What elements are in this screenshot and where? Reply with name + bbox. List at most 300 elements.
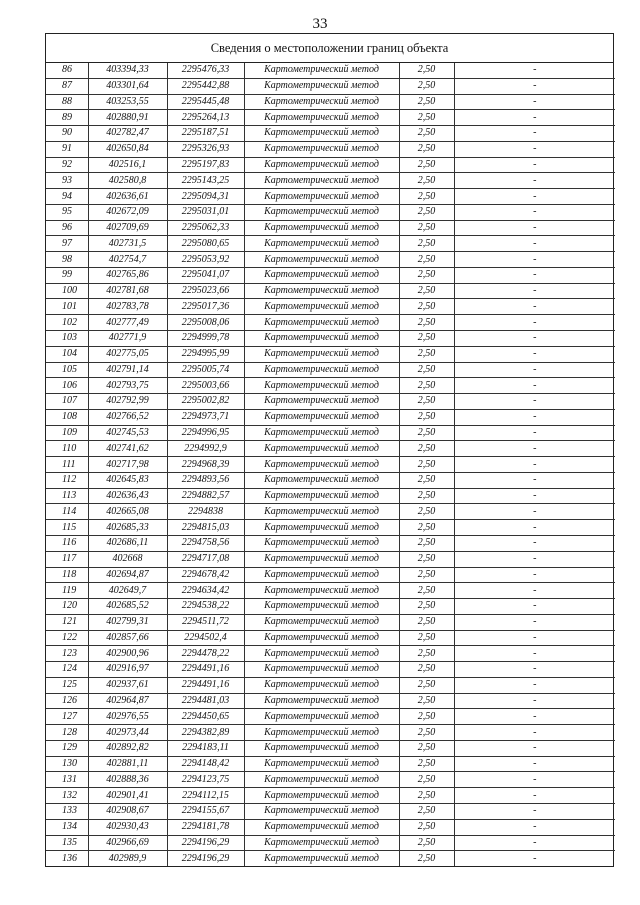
accuracy-cell: 2,50 (399, 315, 454, 331)
y-coordinate-cell: 2295062,33 (167, 220, 244, 236)
x-coordinate-cell: 402685,33 (88, 520, 167, 536)
accuracy-cell: 2,50 (399, 693, 454, 709)
method-cell: Картометрический метод (244, 740, 399, 756)
y-coordinate-cell: 2294382,89 (167, 725, 244, 741)
x-coordinate-cell: 402650,84 (88, 141, 167, 157)
note-cell: - (454, 315, 615, 331)
accuracy-cell: 2,50 (399, 110, 454, 126)
x-coordinate-cell: 402668 (88, 551, 167, 567)
point-number-cell: 89 (46, 110, 88, 126)
method-cell: Картометрический метод (244, 614, 399, 630)
point-number-cell: 102 (46, 315, 88, 331)
table-row (46, 819, 615, 835)
accuracy-cell: 2,50 (399, 614, 454, 630)
x-coordinate-cell: 402766,52 (88, 409, 167, 425)
coordinates-table (46, 63, 615, 866)
note-cell: - (454, 835, 615, 851)
y-coordinate-cell: 2294196,29 (167, 835, 244, 851)
table-row (46, 756, 615, 772)
table-row (46, 583, 615, 599)
note-cell: - (454, 457, 615, 473)
y-coordinate-cell: 2295442,88 (167, 78, 244, 94)
x-coordinate-cell: 402888,36 (88, 772, 167, 788)
point-number-cell: 100 (46, 283, 88, 299)
table-row (46, 599, 615, 615)
x-coordinate-cell: 402908,67 (88, 803, 167, 819)
method-cell: Картометрический метод (244, 788, 399, 804)
accuracy-cell: 2,50 (399, 504, 454, 520)
y-coordinate-cell: 2295031,01 (167, 204, 244, 220)
x-coordinate-cell: 402765,86 (88, 267, 167, 283)
x-coordinate-cell: 402649,7 (88, 583, 167, 599)
table-row (46, 126, 615, 142)
note-cell: - (454, 520, 615, 536)
x-coordinate-cell: 402686,11 (88, 535, 167, 551)
accuracy-cell: 2,50 (399, 204, 454, 220)
note-cell: - (454, 78, 615, 94)
table-row (46, 394, 615, 410)
method-cell: Картометрический метод (244, 425, 399, 441)
accuracy-cell: 2,50 (399, 630, 454, 646)
x-coordinate-cell: 402783,78 (88, 299, 167, 315)
x-coordinate-cell: 402636,43 (88, 488, 167, 504)
note-cell: - (454, 551, 615, 567)
method-cell: Картометрический метод (244, 394, 399, 410)
table-row (46, 662, 615, 678)
x-coordinate-cell: 402937,61 (88, 677, 167, 693)
accuracy-cell: 2,50 (399, 567, 454, 583)
table-row (46, 204, 615, 220)
method-cell: Картометрический метод (244, 110, 399, 126)
x-coordinate-cell: 402580,8 (88, 173, 167, 189)
accuracy-cell: 2,50 (399, 283, 454, 299)
method-cell: Картометрический метод (244, 599, 399, 615)
point-number-cell: 112 (46, 472, 88, 488)
y-coordinate-cell: 2294758,56 (167, 535, 244, 551)
x-coordinate-cell: 402782,47 (88, 126, 167, 142)
y-coordinate-cell: 2294995,99 (167, 346, 244, 362)
method-cell: Картометрический метод (244, 851, 399, 866)
y-coordinate-cell: 2295264,13 (167, 110, 244, 126)
y-coordinate-cell: 2294634,42 (167, 583, 244, 599)
x-coordinate-cell: 402989,9 (88, 851, 167, 866)
table-row (46, 488, 615, 504)
table-row (46, 535, 615, 551)
point-number-cell: 116 (46, 535, 88, 551)
x-coordinate-cell: 402892,82 (88, 740, 167, 756)
y-coordinate-cell: 2294996,95 (167, 425, 244, 441)
y-coordinate-cell: 2295002,82 (167, 394, 244, 410)
note-cell: - (454, 141, 615, 157)
method-cell: Картометрический метод (244, 535, 399, 551)
accuracy-cell: 2,50 (399, 677, 454, 693)
method-cell: Картометрический метод (244, 677, 399, 693)
note-cell: - (454, 725, 615, 741)
y-coordinate-cell: 2294511,72 (167, 614, 244, 630)
table-row (46, 457, 615, 473)
accuracy-cell: 2,50 (399, 94, 454, 110)
method-cell: Картометрический метод (244, 819, 399, 835)
y-coordinate-cell: 2295143,25 (167, 173, 244, 189)
table-row (46, 220, 615, 236)
x-coordinate-cell: 402964,87 (88, 693, 167, 709)
y-coordinate-cell: 2295326,93 (167, 141, 244, 157)
boundary-table-sheet (45, 33, 614, 867)
table-row (46, 772, 615, 788)
note-cell: - (454, 157, 615, 173)
method-cell: Картометрический метод (244, 772, 399, 788)
x-coordinate-cell: 402717,98 (88, 457, 167, 473)
table-row (46, 441, 615, 457)
note-cell: - (454, 409, 615, 425)
table-row (46, 252, 615, 268)
accuracy-cell: 2,50 (399, 662, 454, 678)
table-row (46, 283, 615, 299)
y-coordinate-cell: 2294181,78 (167, 819, 244, 835)
point-number-cell: 94 (46, 189, 88, 205)
x-coordinate-cell: 402930,43 (88, 819, 167, 835)
accuracy-cell: 2,50 (399, 378, 454, 394)
method-cell: Картометрический метод (244, 630, 399, 646)
y-coordinate-cell: 2295053,92 (167, 252, 244, 268)
x-coordinate-cell: 402672,09 (88, 204, 167, 220)
x-coordinate-cell: 402901,41 (88, 788, 167, 804)
accuracy-cell: 2,50 (399, 267, 454, 283)
x-coordinate-cell: 402793,75 (88, 378, 167, 394)
accuracy-cell: 2,50 (399, 646, 454, 662)
table-row (46, 472, 615, 488)
table-row (46, 378, 615, 394)
point-number-cell: 134 (46, 819, 88, 835)
accuracy-cell: 2,50 (399, 409, 454, 425)
x-coordinate-cell: 402792,99 (88, 394, 167, 410)
method-cell: Картометрический метод (244, 78, 399, 94)
accuracy-cell: 2,50 (399, 756, 454, 772)
note-cell: - (454, 189, 615, 205)
point-number-cell: 107 (46, 394, 88, 410)
accuracy-cell: 2,50 (399, 788, 454, 804)
note-cell: - (454, 630, 615, 646)
table-row (46, 141, 615, 157)
note-cell: - (454, 378, 615, 394)
x-coordinate-cell: 403394,33 (88, 63, 167, 78)
point-number-cell: 104 (46, 346, 88, 362)
method-cell: Картометрический метод (244, 362, 399, 378)
note-cell: - (454, 488, 615, 504)
note-cell: - (454, 204, 615, 220)
method-cell: Картометрический метод (244, 283, 399, 299)
table-row (46, 110, 615, 126)
accuracy-cell: 2,50 (399, 157, 454, 173)
x-coordinate-cell: 402771,9 (88, 331, 167, 347)
point-number-cell: 101 (46, 299, 88, 315)
x-coordinate-cell: 402516,1 (88, 157, 167, 173)
note-cell: - (454, 614, 615, 630)
table-row (46, 788, 615, 804)
y-coordinate-cell: 2294148,42 (167, 756, 244, 772)
point-number-cell: 136 (46, 851, 88, 866)
accuracy-cell: 2,50 (399, 457, 454, 473)
accuracy-cell: 2,50 (399, 441, 454, 457)
accuracy-cell: 2,50 (399, 331, 454, 347)
table-row (46, 677, 615, 693)
x-coordinate-cell: 402775,05 (88, 346, 167, 362)
table-row (46, 346, 615, 362)
x-coordinate-cell: 402880,91 (88, 110, 167, 126)
x-coordinate-cell: 402777,49 (88, 315, 167, 331)
method-cell: Картометрический метод (244, 141, 399, 157)
note-cell: - (454, 425, 615, 441)
accuracy-cell: 2,50 (399, 189, 454, 205)
note-cell: - (454, 693, 615, 709)
y-coordinate-cell: 2294183,11 (167, 740, 244, 756)
y-coordinate-cell: 2294992,9 (167, 441, 244, 457)
method-cell: Картометрический метод (244, 725, 399, 741)
method-cell: Картометрический метод (244, 457, 399, 473)
method-cell: Картометрический метод (244, 220, 399, 236)
accuracy-cell: 2,50 (399, 346, 454, 362)
table-row (46, 189, 615, 205)
x-coordinate-cell: 402781,68 (88, 283, 167, 299)
point-number-cell: 117 (46, 551, 88, 567)
method-cell: Картометрический метод (244, 803, 399, 819)
point-number-cell: 97 (46, 236, 88, 252)
method-cell: Картометрический метод (244, 520, 399, 536)
point-number-cell: 132 (46, 788, 88, 804)
x-coordinate-cell: 402973,44 (88, 725, 167, 741)
x-coordinate-cell: 402754,7 (88, 252, 167, 268)
method-cell: Картометрический метод (244, 252, 399, 268)
point-number-cell: 105 (46, 362, 88, 378)
table-row (46, 614, 615, 630)
table-row (46, 740, 615, 756)
point-number-cell: 96 (46, 220, 88, 236)
y-coordinate-cell: 2294815,03 (167, 520, 244, 536)
point-number-cell: 122 (46, 630, 88, 646)
x-coordinate-cell: 402731,5 (88, 236, 167, 252)
method-cell: Картометрический метод (244, 504, 399, 520)
table-row (46, 425, 615, 441)
accuracy-cell: 2,50 (399, 236, 454, 252)
note-cell: - (454, 94, 615, 110)
x-coordinate-cell: 402976,55 (88, 709, 167, 725)
table-row (46, 567, 615, 583)
accuracy-cell: 2,50 (399, 126, 454, 142)
method-cell: Картометрический метод (244, 488, 399, 504)
point-number-cell: 108 (46, 409, 88, 425)
x-coordinate-cell: 402857,66 (88, 630, 167, 646)
accuracy-cell: 2,50 (399, 63, 454, 78)
note-cell: - (454, 472, 615, 488)
note-cell: - (454, 220, 615, 236)
note-cell: - (454, 63, 615, 78)
table-row (46, 94, 615, 110)
note-cell: - (454, 599, 615, 615)
y-coordinate-cell: 2295017,36 (167, 299, 244, 315)
x-coordinate-cell: 402900,96 (88, 646, 167, 662)
y-coordinate-cell: 2294123,75 (167, 772, 244, 788)
y-coordinate-cell: 2295008,06 (167, 315, 244, 331)
table-row (46, 331, 615, 347)
note-cell: - (454, 236, 615, 252)
x-coordinate-cell: 402881,11 (88, 756, 167, 772)
note-cell: - (454, 583, 615, 599)
accuracy-cell: 2,50 (399, 472, 454, 488)
table-row (46, 315, 615, 331)
note-cell: - (454, 331, 615, 347)
accuracy-cell: 2,50 (399, 819, 454, 835)
coordinates-table-body (46, 63, 615, 866)
method-cell: Картометрический метод (244, 756, 399, 772)
note-cell: - (454, 504, 615, 520)
note-cell: - (454, 126, 615, 142)
x-coordinate-cell: 402694,87 (88, 567, 167, 583)
x-coordinate-cell: 402665,08 (88, 504, 167, 520)
y-coordinate-cell: 2294678,42 (167, 567, 244, 583)
point-number-cell: 87 (46, 78, 88, 94)
table-row (46, 157, 615, 173)
method-cell: Картометрический метод (244, 472, 399, 488)
y-coordinate-cell: 2295187,51 (167, 126, 244, 142)
table-row (46, 725, 615, 741)
accuracy-cell: 2,50 (399, 803, 454, 819)
table-row (46, 520, 615, 536)
y-coordinate-cell: 2295041,07 (167, 267, 244, 283)
method-cell: Картометрический метод (244, 646, 399, 662)
note-cell: - (454, 394, 615, 410)
method-cell: Картометрический метод (244, 63, 399, 78)
table-row (46, 409, 615, 425)
table-row (46, 63, 615, 78)
y-coordinate-cell: 2295094,31 (167, 189, 244, 205)
point-number-cell: 86 (46, 63, 88, 78)
point-number-cell: 92 (46, 157, 88, 173)
point-number-cell: 103 (46, 331, 88, 347)
table-row (46, 646, 615, 662)
accuracy-cell: 2,50 (399, 725, 454, 741)
accuracy-cell: 2,50 (399, 299, 454, 315)
point-number-cell: 118 (46, 567, 88, 583)
y-coordinate-cell: 2295445,48 (167, 94, 244, 110)
accuracy-cell: 2,50 (399, 488, 454, 504)
point-number-cell: 109 (46, 425, 88, 441)
y-coordinate-cell: 2294450,65 (167, 709, 244, 725)
note-cell: - (454, 772, 615, 788)
method-cell: Картометрический метод (244, 346, 399, 362)
table-row (46, 851, 615, 866)
table-row (46, 630, 615, 646)
x-coordinate-cell: 402636,61 (88, 189, 167, 205)
method-cell: Картометрический метод (244, 409, 399, 425)
point-number-cell: 91 (46, 141, 88, 157)
table-row (46, 236, 615, 252)
note-cell: - (454, 283, 615, 299)
accuracy-cell: 2,50 (399, 173, 454, 189)
method-cell: Картометрический метод (244, 173, 399, 189)
x-coordinate-cell: 402709,69 (88, 220, 167, 236)
y-coordinate-cell: 2294893,56 (167, 472, 244, 488)
y-coordinate-cell: 2294478,22 (167, 646, 244, 662)
note-cell: - (454, 299, 615, 315)
y-coordinate-cell: 2294502,4 (167, 630, 244, 646)
y-coordinate-cell: 2295003,66 (167, 378, 244, 394)
method-cell: Картометрический метод (244, 331, 399, 347)
accuracy-cell: 2,50 (399, 772, 454, 788)
method-cell: Картометрический метод (244, 126, 399, 142)
table-row (46, 173, 615, 189)
point-number-cell: 114 (46, 504, 88, 520)
point-number-cell: 124 (46, 662, 88, 678)
y-coordinate-cell: 2294481,03 (167, 693, 244, 709)
point-number-cell: 106 (46, 378, 88, 394)
table-row (46, 267, 615, 283)
method-cell: Картометрический метод (244, 267, 399, 283)
method-cell: Картометрический метод (244, 662, 399, 678)
y-coordinate-cell: 2294882,57 (167, 488, 244, 504)
point-number-cell: 110 (46, 441, 88, 457)
method-cell: Картометрический метод (244, 315, 399, 331)
x-coordinate-cell: 403301,64 (88, 78, 167, 94)
point-number-cell: 99 (46, 267, 88, 283)
accuracy-cell: 2,50 (399, 835, 454, 851)
table-row (46, 551, 615, 567)
point-number-cell: 128 (46, 725, 88, 741)
point-number-cell: 88 (46, 94, 88, 110)
method-cell: Картометрический метод (244, 204, 399, 220)
accuracy-cell: 2,50 (399, 362, 454, 378)
y-coordinate-cell: 2295023,66 (167, 283, 244, 299)
y-coordinate-cell: 2294196,29 (167, 851, 244, 866)
method-cell: Картометрический метод (244, 299, 399, 315)
table-row (46, 693, 615, 709)
x-coordinate-cell: 402741,62 (88, 441, 167, 457)
y-coordinate-cell: 2294838 (167, 504, 244, 520)
y-coordinate-cell: 2294973,71 (167, 409, 244, 425)
method-cell: Картометрический метод (244, 189, 399, 205)
method-cell: Картометрический метод (244, 378, 399, 394)
note-cell: - (454, 677, 615, 693)
note-cell: - (454, 173, 615, 189)
note-cell: - (454, 362, 615, 378)
point-number-cell: 130 (46, 756, 88, 772)
method-cell: Картометрический метод (244, 551, 399, 567)
point-number-cell: 131 (46, 772, 88, 788)
note-cell: - (454, 709, 615, 725)
x-coordinate-cell: 402791,14 (88, 362, 167, 378)
method-cell: Картометрический метод (244, 567, 399, 583)
method-cell: Картометрический метод (244, 94, 399, 110)
accuracy-cell: 2,50 (399, 740, 454, 756)
point-number-cell: 119 (46, 583, 88, 599)
note-cell: - (454, 756, 615, 772)
note-cell: - (454, 535, 615, 551)
method-cell: Картометрический метод (244, 236, 399, 252)
table-row (46, 835, 615, 851)
y-coordinate-cell: 2295476,33 (167, 63, 244, 78)
point-number-cell: 93 (46, 173, 88, 189)
x-coordinate-cell: 402645,83 (88, 472, 167, 488)
note-cell: - (454, 740, 615, 756)
method-cell: Картометрический метод (244, 441, 399, 457)
y-coordinate-cell: 2295197,83 (167, 157, 244, 173)
page-number: 33 (312, 16, 328, 32)
method-cell: Картометрический метод (244, 583, 399, 599)
accuracy-cell: 2,50 (399, 709, 454, 725)
x-coordinate-cell: 402745,53 (88, 425, 167, 441)
note-cell: - (454, 252, 615, 268)
note-cell: - (454, 267, 615, 283)
accuracy-cell: 2,50 (399, 78, 454, 94)
